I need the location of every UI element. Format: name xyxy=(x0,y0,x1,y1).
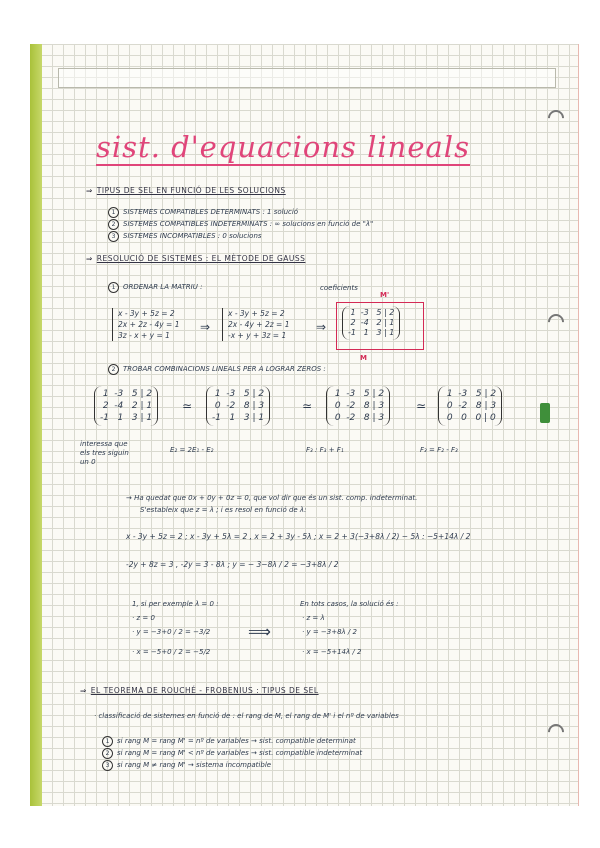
list-item: 3 SISTEMES INCOMPATIBLES : 0 solucions xyxy=(108,231,262,242)
equivalence-symbol: ≃ xyxy=(182,399,193,413)
example-line: · z = 0 xyxy=(132,614,155,622)
equivalence-symbol: ≃ xyxy=(302,399,313,413)
implies-arrow: ⇒ xyxy=(316,320,327,334)
double-arrow: ⟹ xyxy=(248,622,271,641)
matrix-step-1: 1 -3 5 | 2 2 -4 2 | 1 -1 1 3 | 1 xyxy=(94,386,158,426)
ring-hole-icon xyxy=(545,721,568,744)
equation-system-ordered: x - 3y + 5z = 2 2x - 4y + 2z = 1 -x + y + 3z = 1 xyxy=(222,308,289,341)
green-margin xyxy=(30,44,42,806)
ring-hole-icon xyxy=(545,107,568,130)
step-label: 1 ORDENAR LA MATRIU : xyxy=(108,282,202,293)
general-line: · x = −5+14λ / 2 xyxy=(302,648,362,656)
equivalence-symbol: ≃ xyxy=(416,399,427,413)
remark: → Ha quedat que 0x + 0y + 0z = 0, que vol dir que és un sist. comp. indeterminat. xyxy=(126,494,418,502)
row-operation: E₂ = 2E₁ - E₂ xyxy=(170,446,214,454)
general-title: En tots casos, la solució és : xyxy=(300,600,399,608)
coefficient-matrix: 1 -3 5 | 2 2 -4 2 | 1 -1 1 3 | 1 xyxy=(342,306,400,340)
row-operation: F₃ : F₃ + F₁ xyxy=(306,446,344,454)
section-heading: ⇒ EL TEOREMA DE ROUCHÉ - FROBENIUS : TIPUS DE SEL xyxy=(80,686,319,695)
matrix-step-4: 1 -3 5 | 2 0 -2 8 | 3 0 0 0 | 0 xyxy=(438,386,502,426)
coefficients-label: coeficients xyxy=(320,284,358,292)
section-heading: ⇒ TIPUS DE SEL EN FUNCIÓ DE LES SOLUCIONS xyxy=(86,186,286,195)
list-item: 3 si rang M ≠ rang M' → sistema incompatible xyxy=(102,760,271,771)
list-item: 2 si rang M = rang M' < nº de variables → sist. compatible indeterminat xyxy=(102,748,362,759)
equation-line: x - 3y + 5z = 2 ; x - 3y + 5λ = 2 , x = 2 + 3y - 5λ ; x = 2 + 3(−3+8λ / 2) − 5λ : −5+14λ / 2 xyxy=(126,532,471,541)
remark: S'estableix que z = λ ; i es resol en funció de λ: xyxy=(140,506,307,514)
general-line: · z = λ xyxy=(302,614,325,622)
page-title: sist. d'equacions lineals xyxy=(96,130,470,164)
step-label: 2 TROBAR COMBINACIONS LINEALS PER A LOGRAR ZEROS : xyxy=(108,364,326,375)
m-prime-label: M' xyxy=(380,291,390,299)
list-item: 1 SISTEMES COMPATIBLES DETERMINATS : 1 solució xyxy=(108,207,298,218)
ring-hole-icon xyxy=(545,311,568,334)
matrix-step-2: 1 -3 5 | 2 0 -2 8 | 3 -1 1 3 | 1 xyxy=(206,386,270,426)
implies-arrow: ⇒ xyxy=(200,320,211,334)
equation-system: x - 3y + 5z = 2 2x + 2z - 4y = 1 3z - x + y = 1 xyxy=(112,308,179,341)
example-line: · x = −5+0 / 2 = −5/2 xyxy=(132,648,211,656)
green-sticker xyxy=(540,403,550,423)
row-operation: F₃ = F₂ - F₃ xyxy=(420,446,458,454)
matrix-step-3: 1 -3 5 | 2 0 -2 8 | 3 0 -2 8 | 3 xyxy=(326,386,390,426)
rf-intro: · classificació de sistemes en funció de : el rang de M, el rang de M' i el nº de variables xyxy=(94,712,399,720)
equation-line: -2y + 8z = 3 , -2y = 3 - 8λ ; y = − 3−8λ / 2 = −3+8λ / 2 xyxy=(126,560,339,569)
list-item: 1 si rang M = rang M' = nº de variables → sist. compatible determinat xyxy=(102,736,356,747)
example-title: 1, si per exemple λ = 0 : xyxy=(132,600,219,608)
general-line: · y = −3+8λ / 2 xyxy=(302,628,357,636)
notebook-page xyxy=(30,44,579,806)
list-item: 2 SISTEMES COMPATIBLES INDETERMINATS : ∞ solucions en funció de "λ" xyxy=(108,219,373,230)
header-box xyxy=(58,68,556,88)
section-heading: ⇒ RESOLUCIÓ DE SISTEMES : EL MÈTODE DE GAUSS xyxy=(86,254,306,263)
m-label: M xyxy=(360,354,367,362)
margin-note: interessa que els tres siguin un 0 xyxy=(80,440,129,466)
example-line: · y = −3+0 / 2 = −3/2 xyxy=(132,628,211,636)
